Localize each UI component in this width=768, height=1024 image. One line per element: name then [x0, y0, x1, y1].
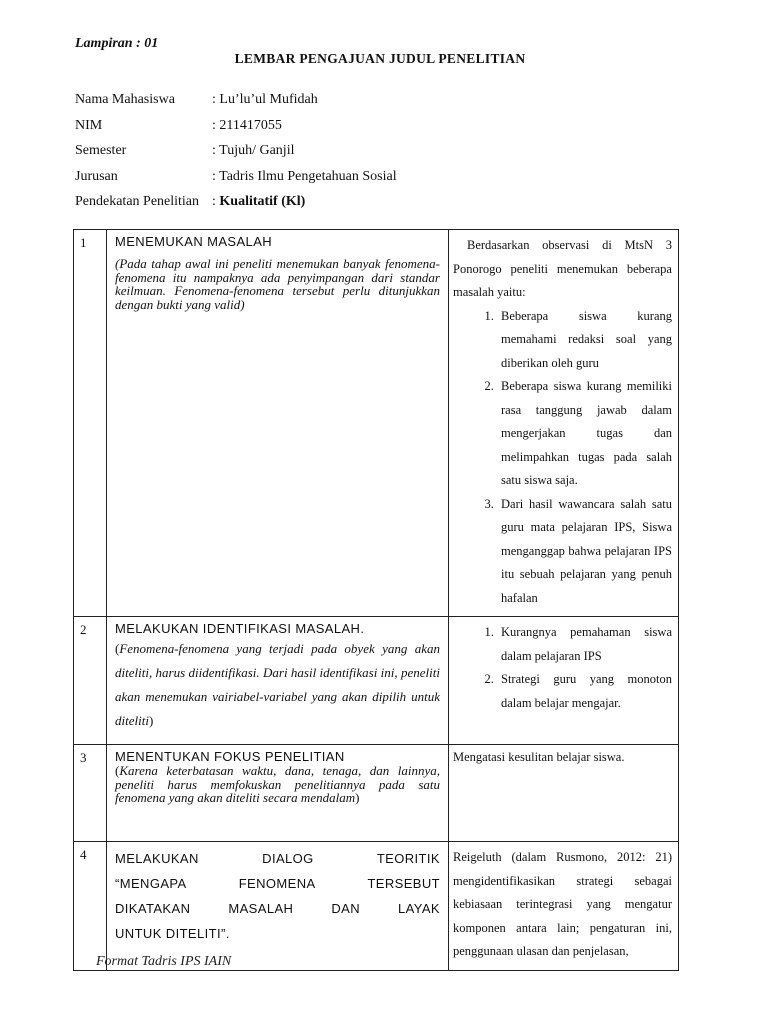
- desc-text: Karena keterbatasan waktu, dana, tenaga, dan lainnya, peneliti harus memfokuskan penelitiannya pada satu fenomena yang akan diteliti secara mendalam: [115, 763, 440, 805]
- info-value: [212, 194, 305, 210]
- desc-text: Fenomena-fenomena yang terjadi pada obyek yang akan diteliti, harus diidentifikasi. Dari hasil identifikasi ini, peneliti akan menemukan vairiabel-variabel yang akan dipilih untuk diteliti: [115, 641, 440, 728]
- result-text: Reigeluth (dalam Rusmono, 2012: 21) mengidentifikasikan strategi sebagai kebiasaan terintegrasi yang mengatur komponen antara lain; pengaturan ini, penggunaan ulasan dan penjelasan,: [453, 850, 672, 958]
- row-result-cell: [449, 745, 679, 842]
- table-row: [74, 842, 679, 971]
- paren-open: (: [115, 763, 120, 778]
- paren-close: ): [355, 790, 360, 805]
- info-value: : 211417055: [212, 117, 282, 133]
- step-heading-line: UNTUK DITELITI”.: [115, 926, 230, 941]
- table-row: [74, 745, 679, 842]
- row-number: 3: [74, 745, 107, 842]
- result-intro: Berdasarkan observasi di MtsN 3 Ponorogo peneliti menemukan beberapa masalah yaitu:: [453, 238, 672, 299]
- info-value: : Tadris Ilmu Pengetahuan Sosial: [212, 168, 397, 184]
- step-heading: MENEMUKAN MASALAH: [115, 234, 273, 249]
- paren-open: (: [115, 641, 120, 656]
- result-text: Mengatasi kesulitan belajar siswa.: [453, 750, 625, 764]
- info-label: NIM: [75, 117, 103, 133]
- info-value: : Lu’lu’ul Mufidah: [212, 92, 318, 107]
- step-heading: MENENTUKAN FOKUS PENELITIAN: [115, 749, 345, 764]
- step-description: [115, 637, 440, 733]
- info-label: Jurusan: [75, 168, 118, 184]
- step-heading: MELAKUKAN IDENTIFIKASI MASALAH.: [115, 621, 365, 636]
- row-number: 4: [74, 842, 107, 971]
- step-heading-line: “MENGAPA FENOMENA TERSEBUT: [115, 876, 440, 891]
- table-row: [74, 230, 679, 617]
- row-step-cell: [107, 842, 449, 971]
- result-list: [453, 621, 672, 715]
- info-value: : Tujuh/ Ganjil: [212, 143, 295, 158]
- list-item: 1. Kurangnya pemahaman siswa dalam pelajaran IPS: [497, 621, 672, 668]
- row-result-cell: [449, 617, 679, 745]
- row-result-cell: [449, 842, 679, 971]
- row-number: 2: [74, 617, 107, 745]
- row-number: 1: [74, 230, 107, 617]
- step-heading-line: DIKATAKAN MASALAH DAN LAYAK: [115, 901, 440, 916]
- info-label: Semester: [75, 143, 127, 158]
- row-step-cell: [107, 230, 449, 617]
- list-item: 3. Dari hasil wawancara salah satu guru mata pelajaran IPS, Siswa menganggap bahwa pelajaran IPS itu sebuah pelajaran yang penuh hafalan: [497, 493, 672, 611]
- table-row: [74, 617, 679, 745]
- footer-text: Format Tadris IPS IAIN: [96, 954, 232, 969]
- info-label: Pendekatan Penelitian: [75, 194, 200, 209]
- paren-close: ): [148, 713, 154, 728]
- document-title: LEMBAR PENGAJUAN JUDUL PENELITIAN: [234, 51, 526, 66]
- info-label: Nama Mahasiswa: [75, 92, 175, 107]
- row-step-cell: [107, 617, 449, 745]
- info-value-prefix: :: [212, 194, 220, 209]
- step-heading-line: MELAKUKAN DIALOG TEORITIK: [115, 851, 440, 866]
- result-list: [453, 305, 672, 611]
- lampiran-label: Lampiran : 01: [75, 36, 159, 51]
- step-description: (Pada tahap awal ini peneliti menemukan banyak fenomena-fenomena itu nampaknya ada penyimpangan dari standar keilmuan. Fenomena-fenomena tersebut perlu ditunjukkan dengan bukti yang valid): [115, 256, 440, 312]
- list-item: 2. Beberapa siswa kurang memiliki rasa tanggung jawab dalam mengerjakan tugas dan melimpahkan tugas pada salah satu siswa saja.: [497, 375, 672, 493]
- list-item: 2. Strategi guru yang monoton dalam belajar mengajar.: [497, 668, 672, 715]
- list-item: 1. Beberapa siswa kurang memahami redaksi soal yang diberikan oleh guru: [497, 305, 672, 376]
- row-step-cell: [107, 745, 449, 842]
- row-result-cell: [449, 230, 679, 617]
- step-description: [115, 764, 440, 805]
- info-value-bold: Kualitatif (Kl): [219, 194, 306, 209]
- research-table: [73, 229, 679, 971]
